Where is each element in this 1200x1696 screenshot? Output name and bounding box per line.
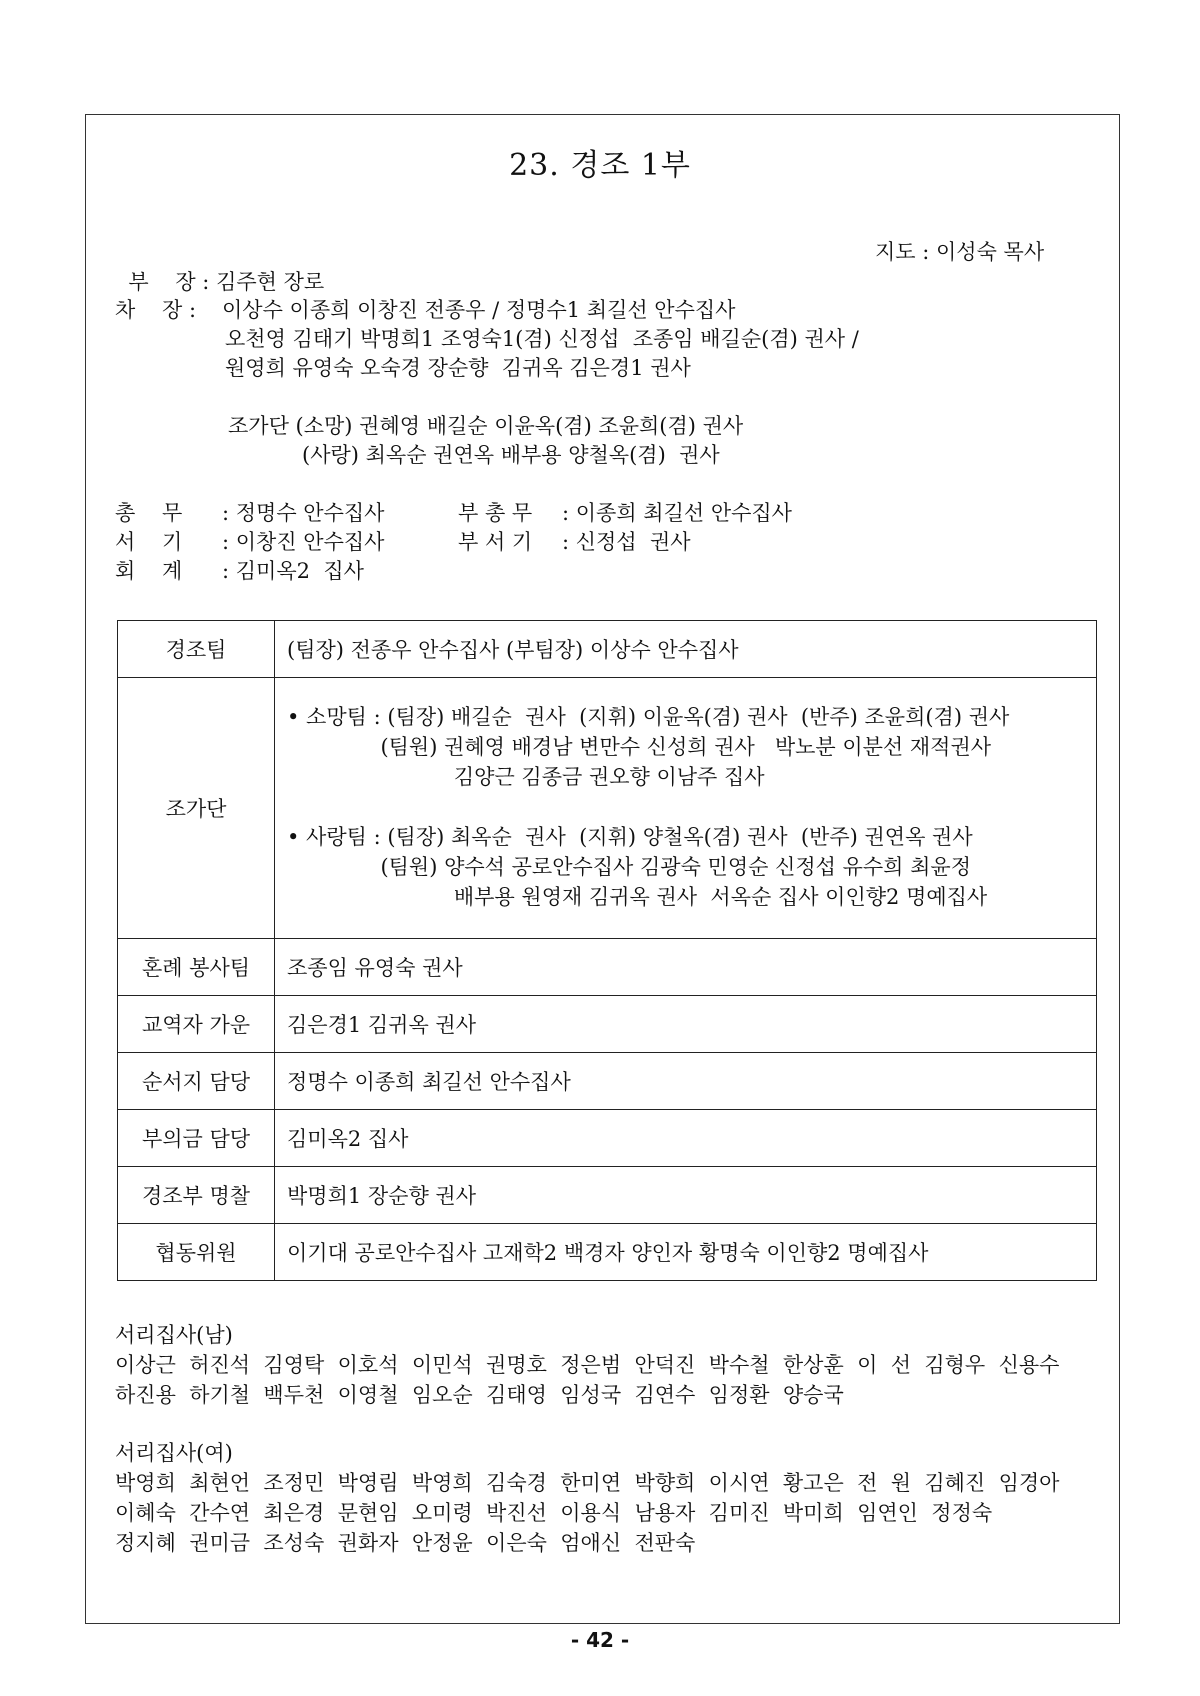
row-key: 부의금 담당 bbox=[118, 1110, 275, 1167]
jido: 지도 : 이성숙 목사 bbox=[875, 240, 1045, 264]
officer-chongmu-value: : 정명수 안수집사 bbox=[222, 501, 385, 525]
row-key: 순서지 담당 bbox=[118, 1053, 275, 1110]
male-line: 이상근 허진석 김영탁 이호석 이민석 권명호 정은범 안덕진 박수철 한상훈 이 선 김형우 신용수 bbox=[115, 1353, 1060, 1377]
table-row bbox=[118, 996, 1097, 1053]
table-row bbox=[118, 1167, 1097, 1224]
female-line: 정지혜 권미금 조성숙 권화자 안정윤 이은숙 엄애신 전판숙 bbox=[115, 1531, 696, 1555]
male-line: 하진용 하기철 백두천 이영철 임오순 김태영 임성국 김연수 임정환 양승국 bbox=[115, 1383, 844, 1407]
table-row bbox=[118, 678, 1097, 939]
officer-seogi-label: 서 기 bbox=[115, 530, 183, 554]
bujang-label: 부 장 : bbox=[128, 270, 217, 294]
table-row bbox=[118, 621, 1097, 678]
female-line: 이혜숙 간수연 최은경 문현임 오미령 박진선 이용식 남용자 김미진 박미희 임연인 정정숙 bbox=[115, 1501, 993, 1525]
table-row bbox=[118, 1053, 1097, 1110]
officer-buchongmu-value: : 이종희 최길선 안수집사 bbox=[562, 501, 792, 525]
chajang-line: 오천영 김태기 박명희1 조영숙1(겸) 신정섭 조종임 배길순(겸) 권사 / bbox=[225, 327, 859, 351]
chajang-line: 이상수 이종희 이창진 전종우 / 정명수1 최길선 안수집사 bbox=[222, 298, 736, 322]
jogadan-detail bbox=[275, 678, 1097, 939]
row-value: 김은경1 김귀옥 권사 bbox=[275, 996, 1097, 1053]
page-title: 23. 경조 1부 bbox=[509, 148, 691, 183]
detail-line: • 소망팀 : (팀장) 배길순 권사 (지휘) 이윤옥(겸) 권사 (반주) 조윤희(겸) 권사 bbox=[287, 705, 1010, 729]
jogadan-line: 조가단 (소망) 권혜영 배길순 이윤옥(겸) 조윤희(겸) 권사 bbox=[228, 414, 744, 438]
row-key: 경조팀 bbox=[118, 621, 275, 678]
row-value: 박명희1 장순향 권사 bbox=[275, 1167, 1097, 1224]
officer-chongmu-label: 총 무 bbox=[115, 501, 183, 525]
bujang-value: 김주현 장로 bbox=[216, 270, 325, 294]
bujang-row bbox=[115, 237, 324, 297]
detail-line: 김양근 김종금 권오향 이남주 집사 bbox=[287, 765, 765, 789]
row-value: (팀장) 전종우 안수집사 (부팀장) 이상수 안수집사 bbox=[275, 621, 1097, 678]
chajang-line: 원영희 유영숙 오숙경 장순향 김귀옥 김은경1 권사 bbox=[225, 356, 691, 380]
jogadan-line: (사랑) 최옥순 권연옥 배부용 양철옥(겸) 권사 bbox=[302, 443, 720, 467]
officer-seogi-value: : 이창진 안수집사 bbox=[222, 530, 385, 554]
row-key: 조가단 bbox=[118, 678, 275, 939]
row-key: 혼례 봉사팀 bbox=[118, 939, 275, 996]
row-key: 협동위원 bbox=[118, 1224, 275, 1281]
officer-buchongmu-label: 부 총 무 bbox=[458, 501, 533, 525]
detail-line: • 사랑팀 : (팀장) 최옥순 권사 (지휘) 양철옥(겸) 권사 (반주) 권연옥 권사 bbox=[287, 825, 973, 849]
officer-hoegye-label: 회 계 bbox=[115, 559, 183, 583]
female-heading: 서리집사(여) bbox=[115, 1441, 233, 1465]
male-heading: 서리집사(남) bbox=[115, 1323, 233, 1347]
detail-line: 배부용 원영재 김귀옥 권사 서옥순 집사 이인향2 명예집사 bbox=[287, 885, 988, 909]
row-value: 김미옥2 집사 bbox=[275, 1110, 1097, 1167]
row-key: 경조부 명찰 bbox=[118, 1167, 275, 1224]
org-table bbox=[117, 620, 1097, 1281]
officer-hoegye-value: : 김미옥2 집사 bbox=[222, 559, 364, 583]
row-value: 정명수 이종희 최길선 안수집사 bbox=[275, 1053, 1097, 1110]
chajang-label: 차 장 : bbox=[115, 298, 203, 322]
detail-line: (팀원) 양수석 공로안수집사 김광숙 민영순 신정섭 유수희 최윤정 bbox=[287, 855, 972, 879]
officer-buseogi-value: : 신정섭 권사 bbox=[562, 530, 691, 554]
row-key: 교역자 가운 bbox=[118, 996, 275, 1053]
table-row bbox=[118, 1224, 1097, 1281]
table-row bbox=[118, 939, 1097, 996]
page-number: - 42 - bbox=[570, 1628, 630, 1652]
detail-line bbox=[287, 792, 1096, 822]
row-value: 조종임 유영숙 권사 bbox=[275, 939, 1097, 996]
female-line: 박영희 최현언 조정민 박영림 박영희 김숙경 한미연 박향희 이시연 황고은 전 원 김혜진 임경아 bbox=[115, 1471, 1060, 1495]
row-value: 이기대 공로안수집사 고재학2 백경자 양인자 황명숙 이인향2 명예집사 bbox=[275, 1224, 1097, 1281]
table-row bbox=[118, 1110, 1097, 1167]
officer-buseogi-label: 부 서 기 bbox=[458, 530, 533, 554]
detail-line: (팀원) 권혜영 배경남 변만수 신성희 권사 박노분 이분선 재적권사 bbox=[287, 735, 992, 759]
